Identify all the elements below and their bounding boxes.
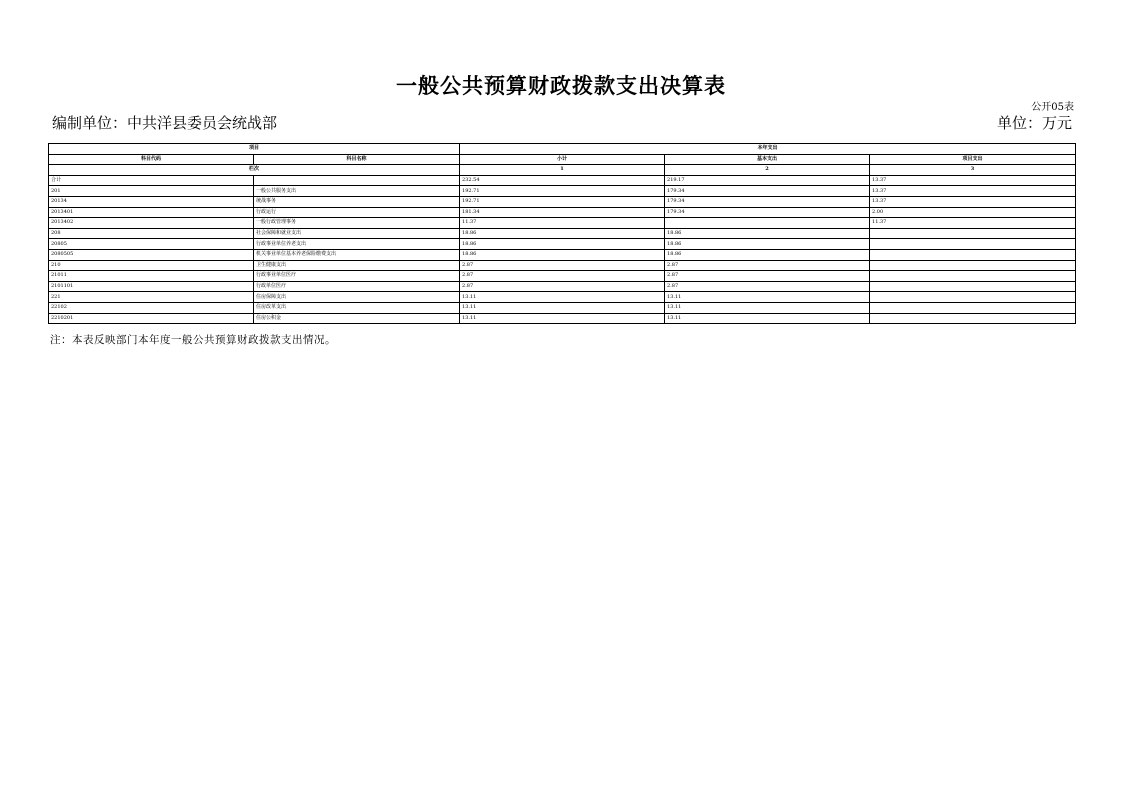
cell-subtotal: 13.11 <box>460 313 665 324</box>
cell-basic-expenditure: 13.11 <box>665 292 870 303</box>
cell-subject-name: 住房公积金 <box>254 313 460 324</box>
cell-subject-name: 住房保障支出 <box>254 292 460 303</box>
cell-subtotal: 11.37 <box>460 218 665 229</box>
cell-basic-expenditure: 2.87 <box>665 281 870 292</box>
table-row <box>49 260 1076 271</box>
cell-project-expenditure <box>870 302 1076 313</box>
cell-project-expenditure <box>870 239 1076 250</box>
index-label: 栏次 <box>49 165 460 176</box>
cell-project-expenditure <box>870 228 1076 239</box>
cell-subtotal: 18.86 <box>460 249 665 260</box>
table-row <box>49 207 1076 218</box>
index-1: 1 <box>460 165 665 176</box>
table-group-header-row <box>49 144 1076 155</box>
table-row <box>49 228 1076 239</box>
table-row <box>49 313 1076 324</box>
cell-subject-code: 22102 <box>49 302 254 313</box>
cell-subject-name <box>254 175 460 186</box>
cell-subject-name: 行政事业单位养老支出 <box>254 239 460 250</box>
table-column-header-row <box>49 154 1076 165</box>
cell-subject-code: 合计 <box>49 175 254 186</box>
cell-subtotal: 18.86 <box>460 228 665 239</box>
table-row <box>49 292 1076 303</box>
header-basic-expenditure: 基本支出 <box>665 154 870 165</box>
header-subject-code: 科目代码 <box>49 154 254 165</box>
cell-basic-expenditure: 18.86 <box>665 228 870 239</box>
table-index-row <box>49 165 1076 176</box>
cell-subject-name: 社会保障和就业支出 <box>254 228 460 239</box>
cell-basic-expenditure: 219.17 <box>665 175 870 186</box>
cell-project-expenditure: 13.37 <box>870 186 1076 197</box>
cell-subtotal: 2.87 <box>460 281 665 292</box>
cell-project-expenditure: 13.37 <box>870 175 1076 186</box>
cell-basic-expenditure: 2.87 <box>665 271 870 282</box>
cell-subtotal: 232.54 <box>460 175 665 186</box>
footnote: 注：本表反映部门本年度一般公共预算财政拨款支出情况。 <box>50 334 336 346</box>
cell-subject-code: 2013402 <box>49 218 254 229</box>
cell-subtotal: 13.11 <box>460 302 665 313</box>
cell-subject-name: 卫生健康支出 <box>254 260 460 271</box>
cell-project-expenditure: 11.37 <box>870 218 1076 229</box>
cell-subject-code: 21011 <box>49 271 254 282</box>
cell-project-expenditure <box>870 313 1076 324</box>
header-project: 项目 <box>49 144 460 155</box>
table-row <box>49 186 1076 197</box>
cell-subject-name: 行政运行 <box>254 207 460 218</box>
cell-subject-name: 统战事务 <box>254 196 460 207</box>
cell-subtotal: 2.87 <box>460 260 665 271</box>
cell-subject-name: 一般行政管理事务 <box>254 218 460 229</box>
cell-subject-code: 20805 <box>49 239 254 250</box>
cell-basic-expenditure <box>665 218 870 229</box>
header-project-expenditure: 项目支出 <box>870 154 1076 165</box>
cell-basic-expenditure: 2.87 <box>665 260 870 271</box>
cell-subject-name: 行政事业单位医疗 <box>254 271 460 282</box>
cell-subject-code: 201 <box>49 186 254 197</box>
index-3: 3 <box>870 165 1076 176</box>
table-row <box>49 218 1076 229</box>
table-row <box>49 196 1076 207</box>
cell-project-expenditure <box>870 281 1076 292</box>
cell-basic-expenditure: 13.11 <box>665 302 870 313</box>
cell-project-expenditure <box>870 260 1076 271</box>
cell-project-expenditure <box>870 249 1076 260</box>
table-row <box>49 281 1076 292</box>
cell-basic-expenditure: 18.86 <box>665 249 870 260</box>
cell-project-expenditure <box>870 292 1076 303</box>
cell-subject-code: 210 <box>49 260 254 271</box>
cell-subject-name: 一般公共服务支出 <box>254 186 460 197</box>
cell-subtotal: 18.86 <box>460 239 665 250</box>
cell-subtotal: 192.71 <box>460 196 665 207</box>
currency-unit: 单位：万元 <box>996 114 1072 132</box>
cell-basic-expenditure: 179.34 <box>665 186 870 197</box>
cell-subject-code: 2080505 <box>49 249 254 260</box>
cell-subject-code: 2101101 <box>49 281 254 292</box>
table-row <box>49 271 1076 282</box>
cell-subtotal: 192.71 <box>460 186 665 197</box>
cell-subject-code: 221 <box>49 292 254 303</box>
cell-subtotal: 181.34 <box>460 207 665 218</box>
cell-subject-name: 住房改革支出 <box>254 302 460 313</box>
page-title: 一般公共预算财政拨款支出决算表 <box>396 73 726 98</box>
table-row <box>49 249 1076 260</box>
cell-project-expenditure: 13.37 <box>870 196 1076 207</box>
header-subject-name: 科目名称 <box>254 154 460 165</box>
cell-subject-name: 行政单位医疗 <box>254 281 460 292</box>
cell-subtotal: 2.87 <box>460 271 665 282</box>
cell-basic-expenditure: 18.86 <box>665 239 870 250</box>
table-row <box>49 239 1076 250</box>
cell-subject-name: 机关事业单位基本养老保险缴费支出 <box>254 249 460 260</box>
header-current-year-expenditure: 本年支出 <box>460 144 1076 155</box>
cell-subject-code: 2210201 <box>49 313 254 324</box>
index-2: 2 <box>665 165 870 176</box>
cell-subject-code: 208 <box>49 228 254 239</box>
cell-project-expenditure <box>870 271 1076 282</box>
cell-basic-expenditure: 179.34 <box>665 196 870 207</box>
compiling-unit: 编制单位：中共洋县委员会统战部 <box>52 114 278 132</box>
header-subtotal: 小计 <box>460 154 665 165</box>
table-row <box>49 175 1076 186</box>
cell-subject-code: 20134 <box>49 196 254 207</box>
cell-subject-code: 2013401 <box>49 207 254 218</box>
cell-basic-expenditure: 179.34 <box>665 207 870 218</box>
form-number: 公开05表 <box>1031 102 1074 113</box>
cell-project-expenditure: 2.00 <box>870 207 1076 218</box>
cell-subtotal: 13.11 <box>460 292 665 303</box>
table-row <box>49 302 1076 313</box>
cell-basic-expenditure: 13.11 <box>665 313 870 324</box>
expenditure-table <box>48 143 1076 324</box>
